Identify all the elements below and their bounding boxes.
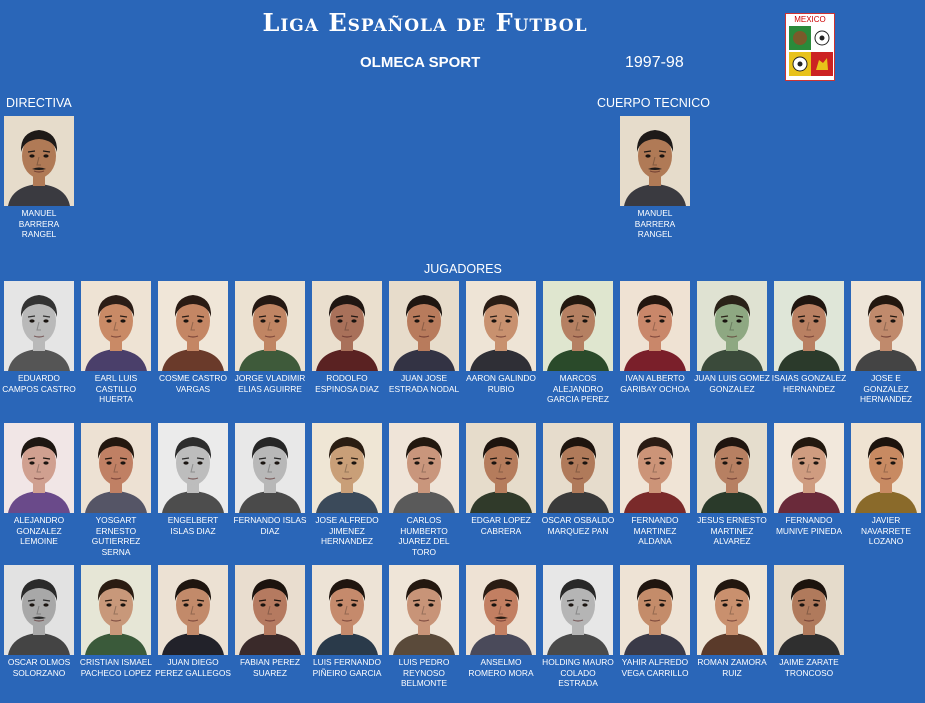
player-photo	[389, 281, 459, 371]
person-card	[771, 565, 847, 678]
person-name: YAHIR ALFREDO VEGA CARRILLO	[621, 657, 689, 678]
person-card	[155, 281, 231, 394]
player-photo	[466, 281, 536, 371]
player-photo	[774, 423, 844, 513]
player-photo	[697, 565, 767, 655]
player-photo	[697, 423, 767, 513]
person-name: FERNANDO MARTINEZ ALDANA	[631, 515, 679, 547]
player-photo	[235, 423, 305, 513]
person-name: MANUEL BARRERA RANGEL	[634, 208, 676, 240]
crest-quadrant-ball-icon	[811, 26, 833, 50]
person-name: JOSE E GONZALEZ HERNANDEZ	[859, 373, 913, 405]
person-name: CRISTIAN ISMAEL PACHECO LOPEZ	[79, 657, 153, 678]
person-card	[78, 423, 154, 557]
person-name: FABIAN PEREZ SUAREZ	[239, 657, 301, 678]
person-card	[848, 423, 924, 547]
person-name: ROMAN ZAMORA RUIZ	[697, 657, 767, 678]
person-name: CARLOS HUMBERTO JUAREZ DEL TORO	[398, 515, 450, 557]
person-card	[463, 565, 539, 678]
person-card	[540, 565, 616, 689]
person-name: LUIS FERNANDO PIÑEIRO GARCIA	[312, 657, 382, 678]
person-name: JUAN LUIS GOMEZ GONZALEZ	[694, 373, 770, 394]
person-name: OSCAR OSBALDO MARQUEZ PAN	[541, 515, 615, 536]
person-card	[309, 281, 385, 394]
person-card	[463, 281, 539, 394]
person-name: EDUARDO CAMPOS CASTRO	[2, 373, 76, 394]
person-name: FERNANDO MUNIVE PINEDA	[775, 515, 843, 536]
person-card	[232, 565, 308, 678]
person-card	[540, 423, 616, 536]
person-card	[232, 423, 308, 536]
person-card	[155, 423, 231, 536]
season-label: 1997-98	[625, 54, 684, 71]
person-name: YOSGART ERNESTO GUTIERREZ SERNA	[91, 515, 141, 557]
crest-quadrant-eagle-icon	[789, 26, 811, 50]
person-name: ALEJANDRO GONZALEZ LEMOINE	[13, 515, 65, 547]
section-directiva: DIRECTIVA	[6, 96, 72, 110]
person-name: HOLDING MAURO COLADO ESTRADA	[542, 657, 614, 689]
player-photo	[4, 565, 74, 655]
person-name: COSME CASTRO VARGAS	[159, 373, 227, 394]
person-card	[309, 565, 385, 678]
player-photo	[312, 423, 382, 513]
person-card	[694, 565, 770, 678]
player-photo	[774, 565, 844, 655]
person-card	[386, 423, 462, 557]
person-card	[1, 116, 77, 240]
person-card	[309, 423, 385, 547]
person-card	[617, 281, 693, 394]
person-name: JUAN DIEGO PEREZ GALLEGOS	[155, 657, 231, 678]
person-name: JAIME ZARATE TRONCOSO	[779, 657, 839, 678]
player-photo	[81, 423, 151, 513]
section-jugadores: JUGADORES	[424, 262, 502, 276]
player-photo	[620, 565, 690, 655]
player-photo	[312, 281, 382, 371]
player-photo	[81, 281, 151, 371]
person-card	[1, 281, 77, 394]
player-photo	[774, 281, 844, 371]
person-card	[78, 565, 154, 678]
person-card	[1, 565, 77, 678]
player-photo	[466, 565, 536, 655]
person-name: JORGE VLADIMIR ELIAS AGUIRRE	[234, 373, 306, 394]
person-name: OSCAR OLMOS SOLORZANO	[7, 657, 71, 678]
player-photo	[389, 565, 459, 655]
player-photo	[543, 281, 613, 371]
person-card	[694, 423, 770, 547]
person-card	[155, 565, 231, 678]
person-name: EDGAR LOPEZ CABRERA	[471, 515, 531, 536]
person-name: ANSELMO ROMERO MORA	[468, 657, 534, 678]
page-title: Liga Española de Futbol	[262, 8, 588, 37]
player-photo	[620, 116, 690, 206]
player-photo	[851, 281, 921, 371]
person-card	[386, 281, 462, 394]
player-photo	[4, 423, 74, 513]
player-photo	[543, 565, 613, 655]
federation-crest-logo	[785, 13, 835, 81]
player-photo	[620, 281, 690, 371]
person-name: JESUS ERNESTO MARTINEZ ALVAREZ	[697, 515, 767, 547]
person-name: LUIS PEDRO REYNOSO BELMONTE	[398, 657, 450, 689]
player-photo	[312, 565, 382, 655]
person-card	[463, 423, 539, 536]
crest-quadrant-ball2-icon	[789, 52, 811, 76]
player-photo	[466, 423, 536, 513]
person-name: MANUEL BARRERA RANGEL	[18, 208, 60, 240]
person-card	[617, 116, 693, 240]
player-photo	[851, 423, 921, 513]
person-name: RODOLFO ESPINOSA DIAZ	[315, 373, 379, 394]
person-name: JUAN JOSE ESTRADA NODAL	[388, 373, 460, 394]
crest-quadrant-lion-icon	[811, 52, 833, 76]
player-photo	[389, 423, 459, 513]
player-photo	[4, 281, 74, 371]
person-name: IVAN ALBERTO GARIBAY OCHOA	[620, 373, 690, 394]
person-card	[1, 423, 77, 547]
player-photo	[235, 565, 305, 655]
player-photo	[620, 423, 690, 513]
section-cuerpo-tecnico: CUERPO TECNICO	[597, 96, 710, 110]
crest-text: MEXICO	[794, 15, 826, 24]
player-photo	[235, 281, 305, 371]
player-photo	[158, 565, 228, 655]
person-card	[78, 281, 154, 405]
person-name: FERNANDO ISLAS DIAZ	[233, 515, 307, 536]
person-card	[771, 423, 847, 536]
player-photo	[4, 116, 74, 206]
person-card	[617, 565, 693, 678]
player-photo	[158, 423, 228, 513]
person-card	[617, 423, 693, 547]
person-name: MARCOS ALEJANDRO GARCIA PEREZ	[547, 373, 609, 405]
team-name: OLMECA SPORT	[360, 54, 481, 71]
person-card	[232, 281, 308, 394]
person-name: AARON GALINDO RUBIO	[466, 373, 536, 394]
player-photo	[543, 423, 613, 513]
person-name: JOSE ALFREDO JIMENEZ HERNANDEZ	[315, 515, 379, 547]
person-card	[694, 281, 770, 394]
person-card	[848, 281, 924, 405]
person-name: ISAIAS GONZALEZ HERNANDEZ	[771, 373, 847, 394]
person-name: JAVIER NAVARRETE LOZANO	[861, 515, 911, 547]
person-name: EARL LUIS CASTILLO HUERTA	[94, 373, 138, 405]
player-photo	[81, 565, 151, 655]
player-photo	[158, 281, 228, 371]
person-card	[540, 281, 616, 405]
person-card	[386, 565, 462, 689]
person-card	[771, 281, 847, 394]
person-name: ENGELBERT ISLAS DIAZ	[167, 515, 219, 536]
player-photo	[697, 281, 767, 371]
